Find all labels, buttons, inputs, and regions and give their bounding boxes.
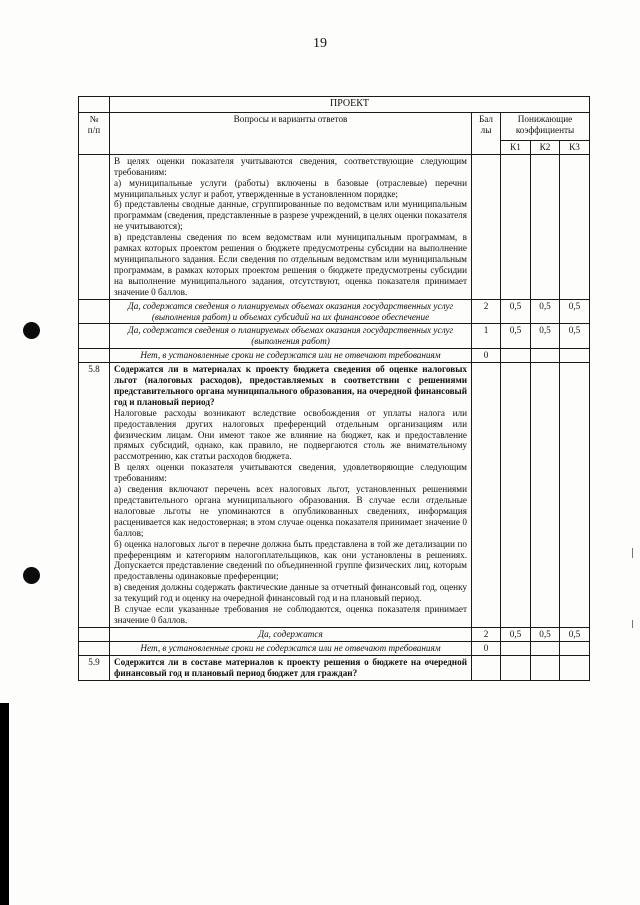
answer-row: Да, содержатся сведения о планируемых объемах оказания государственных услуг (выполнения работ) 1 0,5 0,5 0,5 — [79, 324, 590, 349]
scan-mark — [632, 548, 633, 558]
item-number: 5.9 — [79, 655, 110, 680]
item-5-9-text: Содержится ли в составе материалов к проекту решения о бюджете на очередной финансовый год и плановый период бюджет для граждан? — [110, 655, 472, 680]
scan-edge-shadow — [0, 703, 9, 905]
header-questions: Вопросы и варианты ответов — [110, 112, 472, 154]
header-score: Бал лы — [472, 112, 501, 154]
requirements-text: В целях оценки показателя учитываются сведения, соответствующие следующим требованиям: а) муниципальные услуги (работы) включены в базовые (отраслевые) перечни муниципальных услуг и работ, утвержденные в установленном порядке; б) представлены сводные данные, сгруппированные по ведомствам или муниципальным программам (сведения, представленные в разрезе учреждений, в целях оценки показателя не учитываются); в) представлены сведения по всем ведомствам или муниципальным программам, в рамках которых проектом решения о бюджете предусмотрены субсидии на выполнение муниципального задания. Если сведения по отдельным ведомствам или муниципальным программам, в рамках которых проектом решения о бюджете предусмотрены субсидии на выполнение муниципального задания, отсутствуют, оценка показателя принимает значение 0 баллов. — [110, 154, 472, 299]
item-number: 5.8 — [79, 363, 110, 628]
answer-row: Да, содержатся сведения о планируемых объемах оказания государственных услуг (выполнения работ) и объемах субсидий на их финансовое обеспечение 2 0,5 0,5 0,5 — [79, 299, 590, 324]
header-k3: К3 — [560, 140, 590, 154]
answer-row: Нет, в установленные сроки не содержатся или не отвечают требованиям 0 — [79, 349, 590, 363]
item-5-8-text: Содержатся ли в материалах к проекту бюджета сведения об оценке налоговых льгот (налоговых расходов), предоставляемых в соответствии с решениями представительного органа муниципального образования, на очередной финансовый год и плановый период? Налоговые расходы возникают вследствие освобождения от уплаты налога или предоставления других налоговых преференций отдельным организациям или физическим лицам. Они имеют такое же влияние на бюджет, как и предоставление прямых субсидий, однако, как правило, не подвергаются столь же внимательному рассмотрению, как статьи расходов бюджета. В целях оценки показателя учитываются сведения, удовлетворяющие следующим требованиям: а) сведения включают перечень всех налоговых льгот, установленных решениями представительного органа муниципального образования. В случае если отдельные налоговые льготы не упоминаются в опубликованных сведениях, информация расценивается как недостоверная; в этом случае оценка показателя принимает значение 0 баллов; б) оценка налоговых льгот в перечне должна быть представлена в той же детализации по преференциям и категориям налогоплательщиков, как они установлены в решениях. Допускается представление сведений по объединенной группе физических лиц, которым предоставлены одинаковые преференции; в) сведения должны содержать фактические данные за отчетный финансовый год, оценку за текущий год и оценку на очередной финансовый год и на плановый период. В случае если указанные требования не соблюдаются, оценка показателя принимает значение 0 баллов. — [110, 363, 472, 628]
header-number: № п/п — [79, 112, 110, 154]
page-number: 19 — [313, 36, 327, 51]
header-k1: К1 — [501, 140, 531, 154]
punch-hole — [23, 567, 40, 584]
punch-hole — [23, 322, 40, 339]
project-title: ПРОЕКТ — [110, 97, 590, 113]
header-reduction-coefficients: Понижающие коэффициенты — [501, 112, 590, 140]
scan-mark — [632, 620, 633, 628]
answer-row: Да, содержатся 2 0,5 0,5 0,5 — [79, 627, 590, 641]
answer-row: Нет, в установленные сроки не содержатся или не отвечают требованиям 0 — [79, 641, 590, 655]
evaluation-table — [78, 96, 590, 681]
header-k2: К2 — [531, 140, 560, 154]
